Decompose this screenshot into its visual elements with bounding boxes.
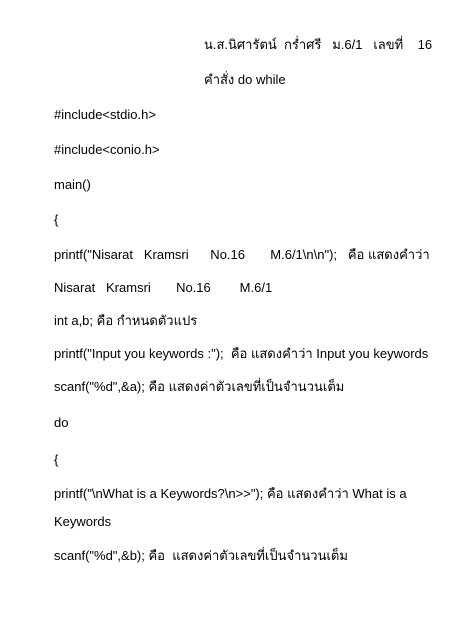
document-subtitle: คำสั่ง do while [204,72,286,87]
code-line-scanf-a: scanf("%d",&a); คือ แสดงค่าตัวเลขที่เป็นจำนวนเต็ม [54,379,345,394]
code-line-printf-name: printf("Nisarat Kramsri No.16 M.6/1\n\n"); คือ แสดงคำว่า [54,247,430,262]
document-header: น.ส.นิศารัตน์ กร่ำศรี ม.6/1 เลขที่ 16 [204,37,433,52]
code-line-open-brace-do: { [54,452,59,467]
code-line-keywords-continuation: Keywords [54,514,112,529]
code-line-printf-input: printf("Input you keywords :"); คือ แสดงคำว่า Input you keywords [54,346,429,361]
code-line-do: do [54,415,69,430]
code-line-include-stdio: #include<stdio.h> [54,107,156,122]
code-line-open-brace: { [54,212,59,227]
code-line-printf-keywords: printf("\nWhat is a Keywords?\n>>"); คือ แสดงคำว่า What is a [54,486,407,501]
code-line-scanf-b: scanf("%d",&b); คือ แสดงค่าตัวเลขที่เป็นจำนวนเต็ม [54,548,348,563]
code-line-name-output: Nisarat Kramsri No.16 M.6/1 [54,280,273,295]
code-line-main: main() [54,177,91,192]
code-line-int-declaration: int a,b; คือ กำหนดตัวแปร [54,313,198,328]
code-line-include-conio: #include<conio.h> [54,142,160,157]
